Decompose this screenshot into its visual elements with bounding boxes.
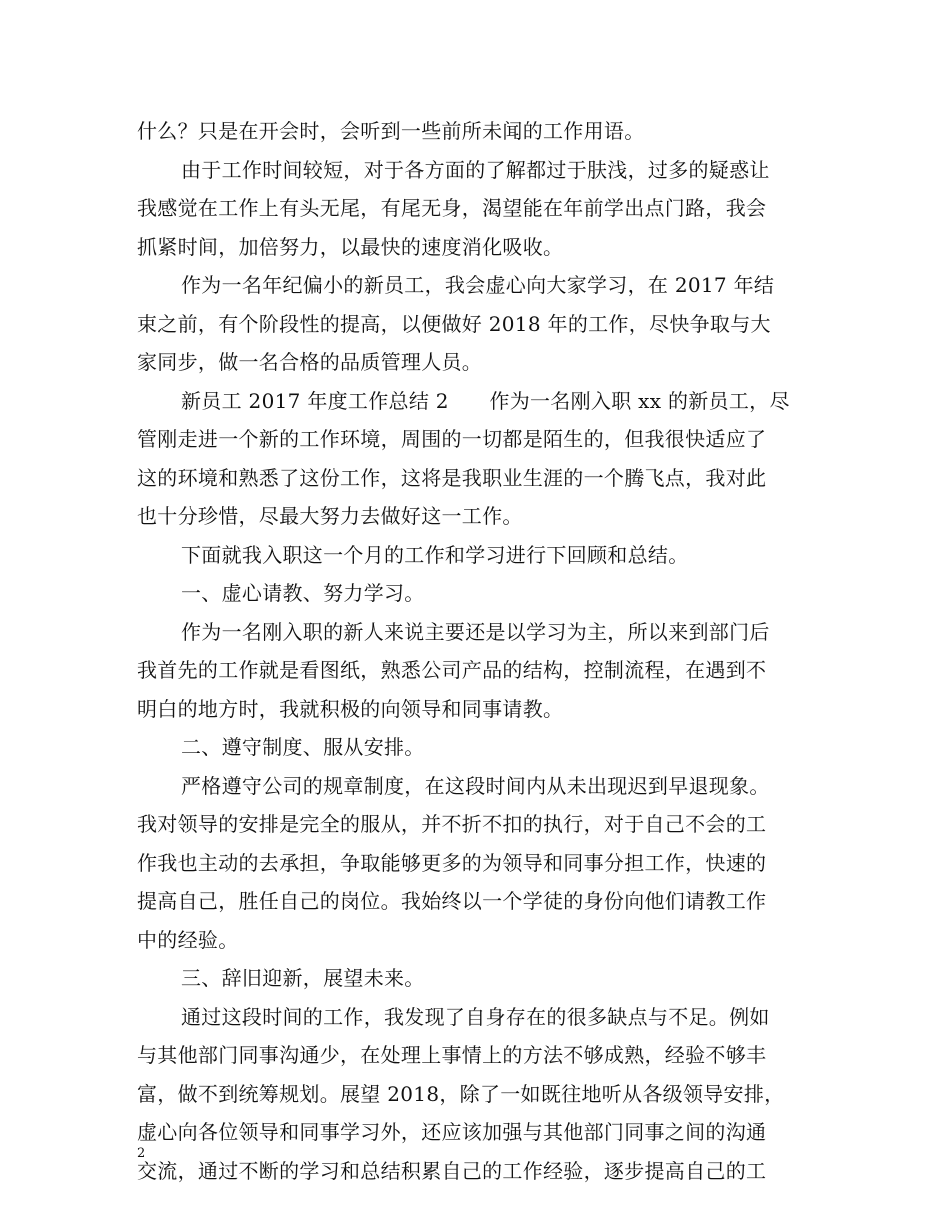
text-line: 我首先的工作就是看图纸，熟悉公司产品的结构，控制流程，在遇到不 <box>137 658 767 682</box>
text-line: 抓紧时间，加倍努力，以最快的速度消化吸收。 <box>137 234 564 259</box>
text-line: 与其他部门同事沟通少，在处理上事情上的方法不够成熟，经验不够丰 <box>137 1043 767 1067</box>
text-line: 提高自己，胜任自己的岗位。我始终以一个学徒的身份向他们请教工作 <box>137 889 767 913</box>
text-line: 明白的地方时，我就积极的向领导和同事请教。 <box>137 696 564 721</box>
text-line: 束之前，有个阶段性的提高，以便做好 2018 年的工作，尽快争取与大 <box>137 311 771 336</box>
text-line: 严格遵守公司的规章制度，在这段时间内从未出现迟到早退现象。 <box>181 773 770 798</box>
text-line: 由于工作时间较短，对于各方面的了解都过于肤浅，过多的疑惑让 <box>181 157 770 182</box>
text-line: 富，做不到统筹规划。展望 2018，除了一如既往地听从各级领导安排， <box>137 1081 785 1106</box>
text-line: 中的经验。 <box>137 927 239 952</box>
text-line: 我对领导的安排是完全的服从，并不折不扣的执行，对于自己不会的工 <box>137 812 767 836</box>
text-line: 一、虚心请教、努力学习。 <box>181 581 425 605</box>
text-line: 三、辞旧迎新，展望未来。 <box>181 966 425 990</box>
text-line: 通过这段时间的工作，我发现了自身存在的很多缺点与不足。例如 <box>181 1004 770 1029</box>
document-body <box>137 112 817 1190</box>
text-line: 交流，通过不断的学习和总结积累自己的工作经验，逐步提高自己的工 <box>137 1158 767 1183</box>
text-line: 也十分珍惜，尽最大努力去做好这一工作。 <box>137 504 523 528</box>
text-line: 下面就我入职这一个月的工作和学习进行下回顾和总结。 <box>181 542 689 567</box>
text-line: 作为一名刚入职的新人来说主要还是以学习为主，所以来到部门后 <box>181 619 770 644</box>
page-number: 2 <box>137 1146 146 1161</box>
text-line: 家同步，做一名合格的品质管理人员。 <box>137 350 483 374</box>
text-line: 作为一名年纪偏小的新员工，我会虚心向大家学习，在 2017 年结 <box>181 273 775 297</box>
text-line: 这的环境和熟悉了这份工作，这将是我职业生涯的一个腾飞点，我对此 <box>137 465 767 490</box>
text-line: 虚心向各位领导和同事学习外，还应该加强与其他部门同事之间的沟通 <box>137 1120 767 1144</box>
text-line: 我感觉在工作上有头无尾，有尾无身，渴望能在年前学出点门路，我会 <box>137 196 767 220</box>
text-line: 什么？只是在开会时，会听到一些前所未闻的工作用语。 <box>137 119 645 143</box>
text-line: 新员工 2017 年度工作总结 2 作为一名刚入职 xx 的新员工，尽 <box>181 388 790 413</box>
text-line: 作我也主动的去承担，争取能够更多的为领导和同事分担工作，快速的 <box>137 850 767 875</box>
text-line: 二、遵守制度、服从安排。 <box>181 735 425 759</box>
text-line: 管刚走进一个新的工作环境，周围的一切都是陌生的，但我很快适应了 <box>137 427 767 451</box>
